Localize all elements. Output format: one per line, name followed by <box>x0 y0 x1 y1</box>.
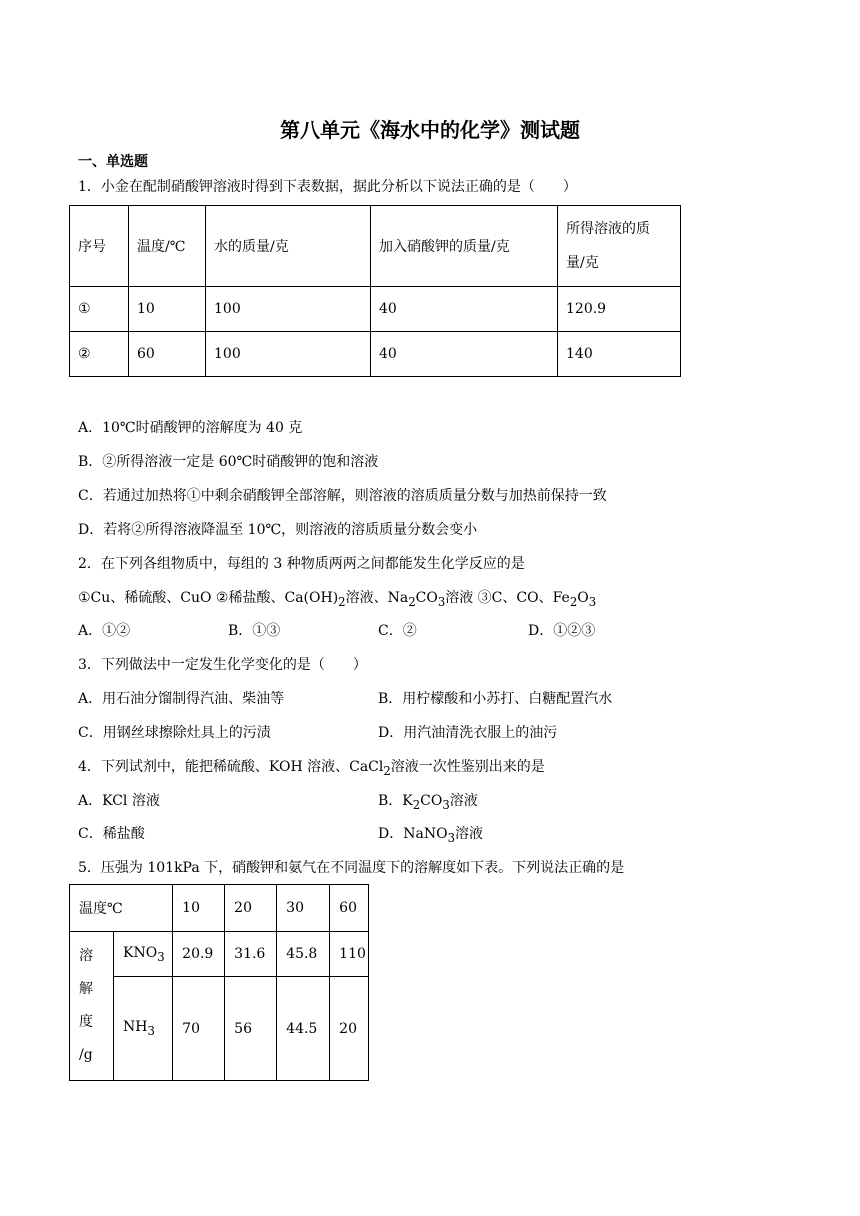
table-header-cell: 温度℃ <box>70 885 173 932</box>
table-cell: 100 <box>206 332 371 377</box>
question-2-option-a: A．①② <box>78 623 131 639</box>
table-cell: 10 <box>129 287 206 332</box>
subscript: 3 <box>447 830 455 845</box>
question-2-stem: 2．在下列各组物质中，每组的 3 种物质两两之间都能发生化学反应的是 <box>78 556 525 572</box>
table-cell: 44.5 <box>277 977 330 1081</box>
question-1-option-b: B．②所得溶液一定是 60℃时硝酸钾的饱和溶液 <box>78 454 379 470</box>
table-cell: 40 <box>371 332 558 377</box>
table-cell: 20 <box>330 977 369 1081</box>
question-4-option-b <box>378 791 478 815</box>
question-5-stem: 5．压强为 101kPa 下，硝酸钾和氨气在不同温度下的溶解度如下表。下列说法正确的是 <box>78 860 625 876</box>
table-cell: 31.6 <box>225 932 277 977</box>
table-header-cell <box>558 206 681 287</box>
question-2-option-c: C．② <box>378 623 417 639</box>
option-text: B．K <box>378 793 413 809</box>
option-text: CO <box>420 793 443 809</box>
question-3-option-c: C．用钢丝球擦除灶具上的污渍 <box>78 725 271 741</box>
question-3-stem: 3．下列做法中一定发生化学变化的是（ ） <box>78 657 367 673</box>
groups-text: ①Cu、稀硫酸、CuO ②稀盐酸、Ca(OH) <box>78 590 339 606</box>
table-header-cell: 加入硝酸钾的质量/克 <box>371 206 558 287</box>
stem-text: 4．下列试剂中，能把稀硫酸、KOH 溶液、CaCl <box>78 759 384 775</box>
formula-text: KNO <box>123 944 158 961</box>
subscript: 2 <box>569 594 578 609</box>
groups-text: 溶液、Na <box>345 590 409 606</box>
option-text: 溶液 <box>449 793 478 809</box>
table-header-cell: 60 <box>330 885 369 932</box>
question-1-option-d: D．若将②所得溶液降温至 10℃，则溶液的溶质质量分数会变小 <box>78 522 478 538</box>
side-label-char: /g <box>79 1047 93 1063</box>
table-cell: 45.8 <box>277 932 330 977</box>
question-3-option-a: A．用石油分馏制得汽油、柴油等 <box>78 691 285 707</box>
table-cell: 100 <box>206 287 371 332</box>
option-text: D．NaNO <box>378 826 448 842</box>
stem-text: 溶液一次性鉴别出来的是 <box>390 759 545 775</box>
table-cell: ② <box>70 332 129 377</box>
table-cell: 56 <box>225 977 277 1081</box>
side-label-char: 解 <box>79 981 93 997</box>
subscript: 3 <box>442 797 450 812</box>
side-label-char: 溶 <box>79 948 93 964</box>
table-cell: 60 <box>129 332 206 377</box>
table-header-cell: 30 <box>277 885 330 932</box>
table-header-cell: 20 <box>225 885 277 932</box>
subscript: 3 <box>147 1023 155 1038</box>
table-row <box>70 332 681 377</box>
table-side-label <box>70 932 114 1081</box>
question-2-option-d: D．①②③ <box>528 623 596 639</box>
table-cell: 120.9 <box>558 287 681 332</box>
question-1-table <box>69 205 681 377</box>
header-text-line: 所得溶液的质 <box>566 221 650 237</box>
subscript: 3 <box>437 594 446 609</box>
subscript: 2 <box>383 763 391 778</box>
side-label-char: 度 <box>79 1014 93 1030</box>
groups-text: CO <box>415 590 438 606</box>
table-cell: 20.9 <box>173 932 225 977</box>
table-cell: 110 <box>330 932 369 977</box>
subscript: 2 <box>338 594 346 609</box>
question-2-option-b: B．①③ <box>228 623 281 639</box>
question-4-option-a: A．KCl 溶液 <box>78 793 160 809</box>
table-row <box>70 977 369 1081</box>
question-3-option-d: D．用汽油清洗衣服上的油污 <box>378 725 558 741</box>
subscript: 2 <box>412 797 421 812</box>
table-cell: 140 <box>558 332 681 377</box>
question-5-table <box>69 884 369 1081</box>
table-header-cell: 序号 <box>70 206 129 287</box>
table-cell: 70 <box>173 977 225 1081</box>
table-cell <box>114 977 173 1081</box>
question-4-stem <box>78 757 545 781</box>
subscript: 3 <box>157 949 165 964</box>
groups-text: 溶液 ③C、CO、Fe <box>445 590 570 606</box>
subscript: 3 <box>588 594 597 609</box>
question-2-groups <box>78 588 596 612</box>
table-row <box>70 932 369 977</box>
table-header-row <box>70 885 369 932</box>
subscript: 2 <box>408 594 416 609</box>
question-1-option-a: A．10℃时硝酸钾的溶解度为 40 克 <box>78 420 303 436</box>
question-1-option-c: C．若通过加热将①中剩余硝酸钾全部溶解，则溶液的溶质质量分数与加热前保持一致 <box>78 488 607 504</box>
table-header-cell: 温度/℃ <box>129 206 206 287</box>
table-cell <box>114 932 173 977</box>
groups-text: O <box>577 590 589 606</box>
table-cell: ① <box>70 287 129 332</box>
question-3-option-b: B．用柠檬酸和小苏打、白糖配置汽水 <box>378 691 613 707</box>
question-1-stem: 1．小金在配制硝酸钾溶液时得到下表数据，据此分析以下说法正确的是（ ） <box>78 179 577 195</box>
table-header-cell: 水的质量/克 <box>206 206 371 287</box>
question-4-option-c: C．稀盐酸 <box>78 826 145 842</box>
header-text-line: 量/克 <box>566 255 599 271</box>
table-row <box>70 287 681 332</box>
page-title: 第八单元《海水中的化学》测试题 <box>280 118 580 142</box>
question-4-option-d <box>378 824 483 848</box>
table-cell: 40 <box>371 287 558 332</box>
table-header-row <box>70 206 681 287</box>
formula-text: NH <box>123 1019 148 1036</box>
table-header-cell: 10 <box>173 885 225 932</box>
option-text: 溶液 <box>454 826 483 842</box>
section-heading: 一、单选题 <box>78 154 148 170</box>
